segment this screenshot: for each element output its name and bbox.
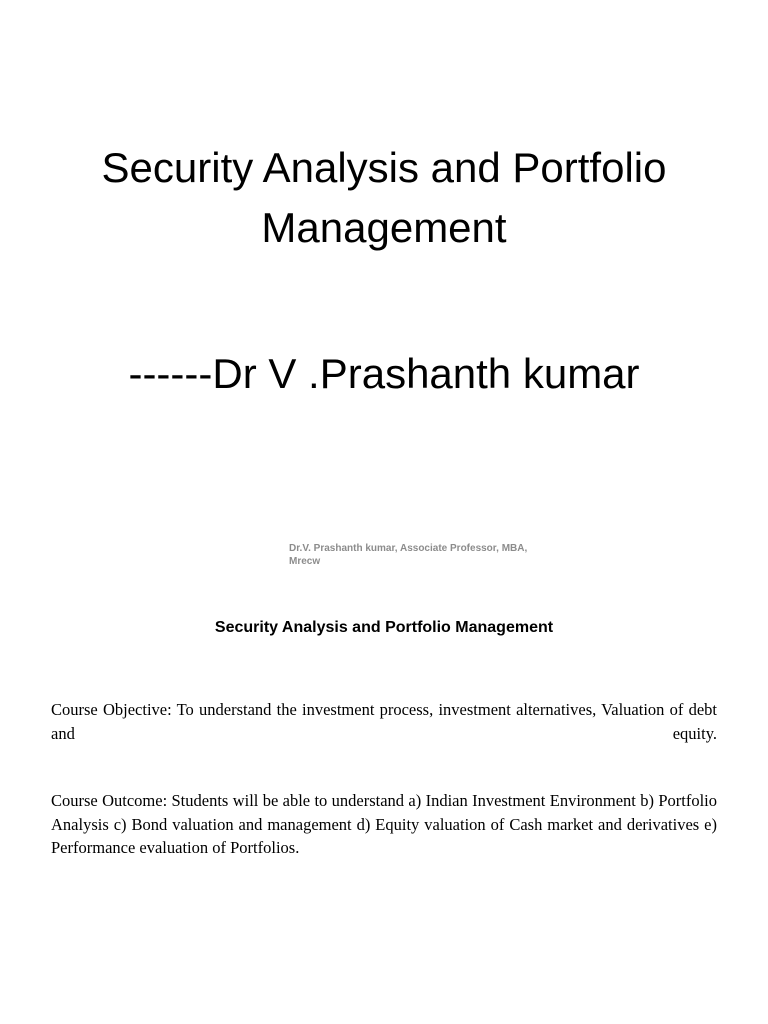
slide-title	[30, 138, 738, 258]
slide-footer	[289, 542, 569, 568]
section-heading: Security Analysis and Portfolio Management	[214, 619, 554, 636]
course-outcome-paragraph: Course Outcome: Students will be able to understand a) Indian Investment Environment b) Portfolio Analysis c) Bond valuation and management d) Equity valuation of Cash market and derivatives e) Performance evaluation of Portfolios.	[51, 791, 717, 857]
footer-line-2: Mrecw	[289, 556, 321, 567]
slide-title-line-1: Security Analysis and Portfolio	[101, 144, 667, 191]
footer-line-1: Dr.V. Prashanth kumar, Associate Professor, MBA,	[289, 543, 528, 554]
slide-title-line-2: Management	[261, 204, 507, 251]
course-objective-paragraph: Course Objective: To understand the investment process, investment alternatives, Valuation of debt and equity.	[51, 700, 717, 743]
author-line: ------Dr V .Prashanth kumar	[128, 350, 640, 397]
